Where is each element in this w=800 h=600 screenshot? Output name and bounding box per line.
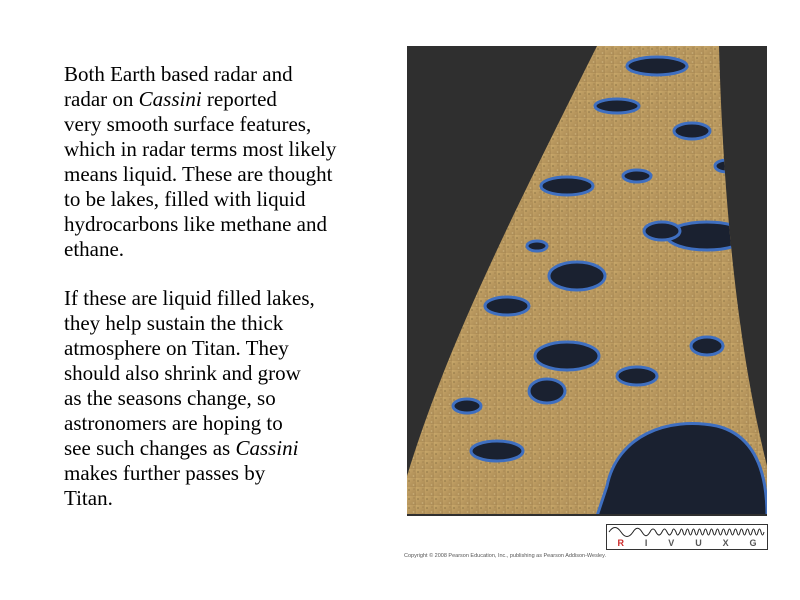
spectrum-letter-radio: R [617, 537, 624, 548]
copyright-notice: Copyright © 2008 Pearson Education, Inc., publishing as Pearson Addison-Wesley. [404, 553, 606, 559]
spectrum-letter-infrared: I [644, 537, 648, 548]
spacecraft-name: Cassini [138, 87, 202, 111]
radar-strip-graphic [407, 46, 767, 516]
text-line: should also shrink and grow [64, 361, 301, 385]
spectrum-letter-ultraviolet: U [695, 537, 702, 548]
spectrum-letters [607, 536, 767, 549]
caption-text [64, 62, 394, 535]
spectrum-letter-visible: V [668, 537, 675, 548]
text-line: astronomers are hoping to [64, 411, 283, 435]
text-line: ethane. [64, 237, 125, 261]
text-line: makes further passes by [64, 461, 266, 485]
text-line: means liquid. These are thought [64, 162, 333, 186]
text-line: hydrocarbons like methane and [64, 212, 327, 236]
spacecraft-name: Cassini [235, 436, 299, 460]
text-line: to be lakes, filled with liquid [64, 187, 306, 211]
paragraph-radar-observations [64, 62, 394, 262]
text-line: Both Earth based radar and [64, 62, 293, 86]
paragraph-lakes-atmosphere [64, 286, 394, 511]
text-line: If these are liquid filled lakes, [64, 286, 315, 310]
text-line: atmosphere on Titan. They [64, 336, 289, 360]
text-line: radar on Cassini reported [64, 87, 277, 111]
spectrum-letter-xray: X [722, 537, 729, 548]
titan-radar-image [407, 46, 767, 516]
text-line: they help sustain the thick [64, 311, 284, 335]
electromagnetic-spectrum-bar [606, 524, 768, 550]
text-line: which in radar terms most likely [64, 137, 337, 161]
text-line: as the seasons change, so [64, 386, 276, 410]
text-line: see such changes as Cassini [64, 436, 299, 460]
text-line: Titan. [64, 486, 113, 510]
text-line: very smooth surface features, [64, 112, 312, 136]
spectrum-letter-gamma: G [749, 537, 757, 548]
